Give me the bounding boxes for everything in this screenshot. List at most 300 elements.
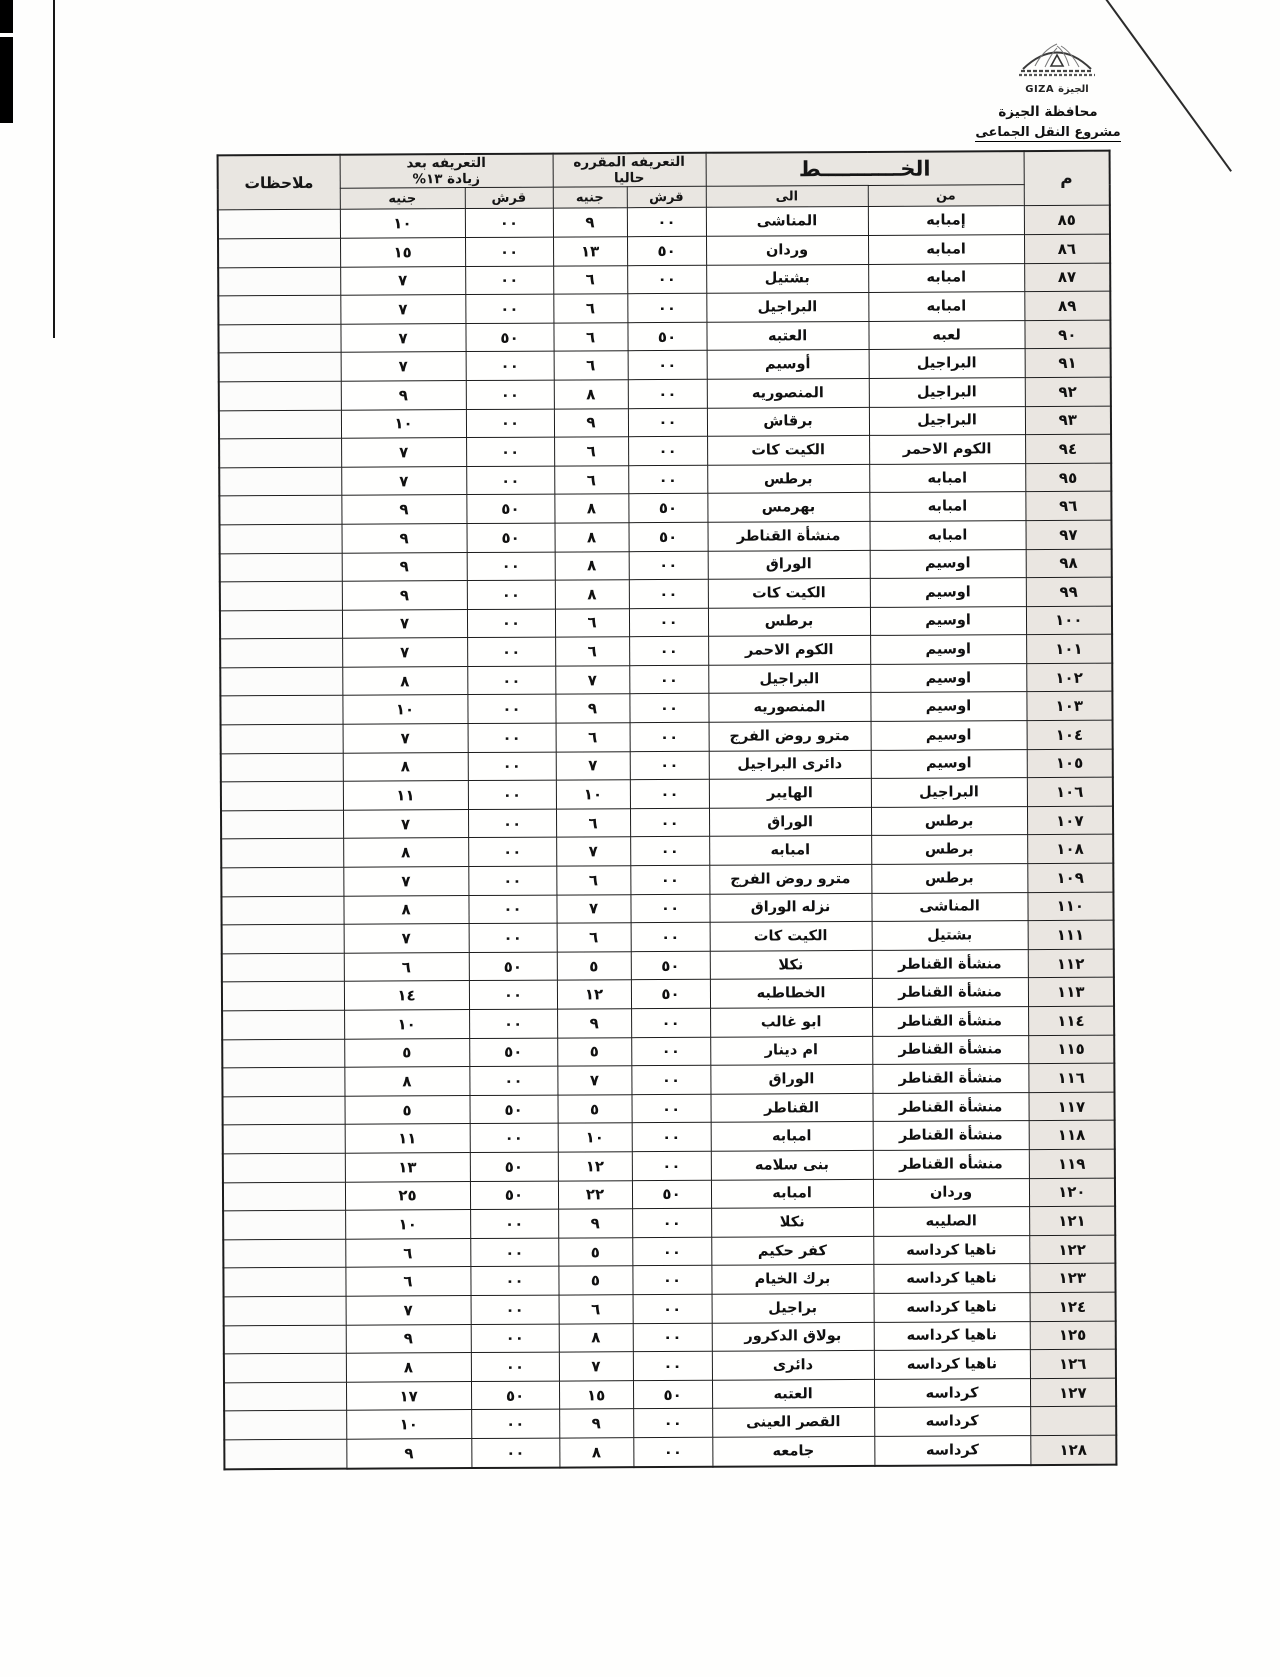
cell-current-qirsh: ٥٠ [631,980,710,1009]
cell-current-pound: ٩ [555,694,629,723]
scan-corner-fold-artifact [1103,0,1232,172]
cell-num: ٨٦ [1024,234,1110,263]
table-row [221,863,1113,896]
cell-current-qirsh: ٠٠ [633,1294,712,1323]
cell-current-pound: ٦ [556,723,630,752]
cell-to: الهايبر [709,779,871,808]
cell-after-pound: ١٠ [341,409,466,438]
cell-num: ٨٩ [1024,291,1110,320]
cell-after-pound: ٧ [343,724,468,753]
cell-num: ١١٥ [1028,1035,1114,1064]
cell-to: الكيت كات [708,579,870,608]
cell-num: ١٠٣ [1026,692,1112,721]
table-row [224,1378,1116,1411]
cell-after-pound: ٧ [340,323,465,352]
cell-after-pound: ١٥ [340,238,465,267]
cell-notes [219,496,341,525]
cell-after-qirsh: ٠٠ [465,237,553,266]
cell-current-pound: ٥ [558,1266,632,1295]
cell-notes [221,810,343,839]
cell-from: لعبه [868,320,1024,349]
cell-after-qirsh: ٥٠ [470,1152,558,1181]
cell-to: امبابه [711,1122,873,1151]
table-row [219,463,1111,496]
cell-num: ١١٦ [1028,1063,1114,1092]
cell-current-pound: ١٠ [556,780,630,809]
cell-from: ناهيا كرداسه [873,1264,1029,1293]
cell-current-pound: ٦ [554,351,628,380]
cell-from: منشأة القناطر [872,1035,1028,1064]
cell-after-pound: ٧ [342,609,467,638]
cell-after-qirsh: ٠٠ [466,437,554,466]
cell-current-qirsh: ٠٠ [629,579,708,608]
cell-num: ٩١ [1025,349,1111,378]
cell-current-qirsh: ٠٠ [632,1237,711,1266]
cell-from: اوسيم [871,749,1027,778]
cell-notes [222,1039,344,1068]
cell-after-pound: ٥ [344,1095,469,1124]
cell-after-pound: ٨ [343,895,468,924]
cell-from: برطس [871,864,1027,893]
cell-notes [224,1296,346,1325]
cell-from: امبابه [869,463,1025,492]
cell-current-pound: ١٠ [558,1123,632,1152]
current-tariff-line1: التعريفه المقرره [573,153,685,171]
cell-to: وردان [706,235,868,264]
cell-num: ٩٨ [1026,549,1112,578]
cell-notes [223,1210,345,1239]
cell-num: ٩٥ [1025,463,1111,492]
table-row [221,892,1113,925]
cell-num: ١٢٠ [1029,1178,1115,1207]
cell-notes [220,696,342,725]
cell-num: ١٠٦ [1027,777,1113,806]
cell-from: ناهيا كرداسه [874,1293,1030,1322]
cell-notes [222,924,344,953]
cell-current-pound: ٥ [557,1037,631,1066]
cell-after-pound: ١٠ [344,1010,469,1039]
table-row [219,377,1111,410]
cell-from: إمبابه [868,206,1024,235]
cell-current-pound: ٥ [557,952,631,981]
cell-num: ١١٠ [1027,892,1113,921]
cell-current-pound: ٧ [556,751,630,780]
table-row [218,291,1110,324]
cell-current-qirsh: ٥٠ [631,951,710,980]
cell-after-qirsh: ٠٠ [470,1266,558,1295]
cell-after-qirsh: ٠٠ [467,609,555,638]
cell-current-qirsh: ٠٠ [628,436,707,465]
cell-after-qirsh: ٠٠ [471,1295,559,1324]
cell-num: ١٠٨ [1027,835,1113,864]
cell-to: بشتيل [706,264,868,293]
cell-num: ١١٣ [1028,978,1114,1007]
cell-to: بنى سلامه [711,1150,873,1179]
cell-after-pound: ١١ [345,1124,470,1153]
table-header [218,151,1110,211]
cell-from: برطس [871,835,1027,864]
table-row [221,749,1113,782]
cell-to: براجيل [712,1293,874,1322]
cell-after-qirsh: ٠٠ [467,695,555,724]
cell-after-qirsh: ٠٠ [469,1066,557,1095]
cell-current-pound: ٦ [554,437,628,466]
table-row [218,234,1110,267]
cell-current-pound: ١٣ [553,237,627,266]
project-title: مشروع النقل الجماعى [975,125,1121,140]
cell-after-qirsh: ٥٠ [467,523,555,552]
table-row [221,835,1113,868]
cell-current-pound: ٥ [558,1237,632,1266]
cell-after-qirsh: ٠٠ [465,266,553,295]
cell-from: امبابه [868,235,1024,264]
cell-current-qirsh: ٥٠ [627,322,706,351]
cell-current-pound: ٧ [555,666,629,695]
tariff-table [217,150,1118,1470]
cell-current-qirsh: ٠٠ [633,1323,712,1352]
cell-num: ٨٥ [1024,206,1110,235]
cell-to: مترو روض الفرج [709,864,871,893]
cell-after-qirsh: ٠٠ [467,580,555,609]
cell-to: العتبه [706,321,868,350]
cell-after-pound: ٥ [344,1038,469,1067]
cell-from: البراجيل [869,349,1025,378]
cell-num: ١١٩ [1029,1149,1115,1178]
cell-from: منشأة القناطر [872,949,1028,978]
cell-after-qirsh: ٥٠ [465,323,553,352]
cell-num: ١٢٥ [1030,1321,1116,1350]
cell-to: بهرمس [707,493,869,522]
cell-after-qirsh: ٠٠ [465,294,553,323]
cell-to: البراجيل [706,293,868,322]
cell-current-qirsh: ٠٠ [628,465,707,494]
cell-current-pound: ٧ [557,1066,631,1095]
table-row [223,1149,1115,1182]
cell-num: ١١٧ [1029,1092,1115,1121]
cell-current-qirsh: ٠٠ [632,1208,711,1237]
cell-from: الكوم الاحمر [869,435,1025,464]
cell-after-pound: ٦ [345,1267,470,1296]
cell-num: ٩٢ [1025,377,1111,406]
cell-current-pound: ٦ [553,265,627,294]
cell-after-qirsh: ٠٠ [468,752,556,781]
cell-current-qirsh: ٠٠ [632,1123,711,1152]
cell-current-pound: ١٢ [557,980,631,1009]
cell-current-pound: ٧ [559,1352,633,1381]
cell-current-qirsh: ٠٠ [627,265,706,294]
cell-current-pound: ٦ [556,809,630,838]
cell-num: ١١٢ [1028,949,1114,978]
cell-after-qirsh: ٠٠ [469,923,557,952]
cell-after-pound: ٩ [341,495,466,524]
cell-from: ناهيا كرداسه [873,1235,1029,1264]
cell-after-pound: ١٠ [340,209,465,238]
cell-current-qirsh: ٥٠ [633,1380,712,1409]
cell-to: نكلا [710,950,872,979]
table-body [218,206,1117,1469]
cell-current-qirsh: ٠٠ [627,208,706,237]
cell-to: المنصوريه [708,693,870,722]
cell-current-qirsh: ٠٠ [630,837,709,866]
cell-current-pound: ٧ [556,894,630,923]
cell-notes [218,295,340,324]
cell-num: ١٠٩ [1027,863,1113,892]
cell-to: الوراق [708,550,870,579]
cell-notes [220,638,342,667]
cell-notes [222,1010,344,1039]
cell-after-pound: ٩ [346,1438,471,1468]
cell-num: ٩٣ [1025,406,1111,435]
cell-notes [223,1268,345,1297]
cell-current-pound: ١٥ [559,1380,633,1409]
cell-to: الخطاطبه [710,979,872,1008]
cell-current-pound: ٧ [556,837,630,866]
cell-from: امبابه [870,521,1026,550]
cell-current-pound: ٦ [559,1295,633,1324]
cell-after-pound: ٩ [341,523,466,552]
col-header-current-tariff [553,153,706,188]
cell-from: منشأه القناطر [873,1150,1029,1179]
cell-num: ١٢٦ [1030,1349,1116,1378]
cell-current-pound: ٩ [557,1009,631,1038]
cell-current-qirsh: ٥٠ [627,236,706,265]
cell-current-pound: ٦ [557,923,631,952]
cell-from: امبابه [869,492,1025,521]
cell-num: ١٠٠ [1026,606,1112,635]
cell-num: ٩٤ [1025,434,1111,463]
table-row [222,1035,1114,1068]
cell-after-pound: ٩ [342,581,467,610]
cell-after-qirsh: ٠٠ [470,1123,558,1152]
cell-notes [224,1382,346,1411]
giza-pyramid-logo-icon [1013,36,1101,86]
col-header-from: من [868,185,1024,207]
cell-after-pound: ٧ [343,867,468,896]
cell-after-qirsh: ٠٠ [467,666,555,695]
cell-from: البراجيل [869,406,1025,435]
cell-from: اوسيم [870,635,1026,664]
table-row [223,1235,1115,1268]
cell-current-qirsh: ٠٠ [631,1065,710,1094]
letterhead [1002,36,1112,95]
cell-notes [224,1439,346,1469]
cell-current-pound: ٨ [555,551,629,580]
cell-current-qirsh: ٠٠ [632,1094,711,1123]
cell-after-pound: ١١ [343,781,468,810]
cell-to: الوراق [709,807,871,836]
cell-after-pound: ١٠ [346,1410,471,1439]
cell-current-qirsh: ٠٠ [627,293,706,322]
cell-num: ١٢٣ [1029,1264,1115,1293]
cell-notes [220,667,342,696]
cell-after-qirsh: ٥٠ [466,494,554,523]
cell-from: منشأة القناطر [872,1064,1028,1093]
cell-to: نزله الوراق [709,893,871,922]
cell-current-qirsh: ٠٠ [629,551,708,580]
col-header-after-qirsh: قرش [465,187,553,208]
cell-to: دائرى [712,1351,874,1380]
cell-after-qirsh: ٠٠ [469,1009,557,1038]
cell-notes [220,581,342,610]
cell-after-qirsh: ٠٠ [466,351,554,380]
cell-from: برطس [871,806,1027,835]
table-row [224,1435,1116,1469]
cell-current-pound: ٩ [558,1209,632,1238]
cell-to: ام دينار [710,1036,872,1065]
cell-current-qirsh: ٠٠ [629,694,708,723]
cell-current-qirsh: ٠٠ [632,1266,711,1295]
cell-after-pound: ٧ [341,352,466,381]
table-row [221,720,1113,753]
cell-after-pound: ٨ [343,838,468,867]
cell-from: اوسيم [870,606,1026,635]
cell-current-qirsh: ٠٠ [629,637,708,666]
cell-notes [223,1153,345,1182]
cell-to: الكوم الاحمر [708,636,870,665]
cell-after-pound: ٨ [343,752,468,781]
cell-after-pound: ١٤ [344,981,469,1010]
cell-from: اوسيم [870,549,1026,578]
cell-current-qirsh: ٠٠ [633,1351,712,1380]
cell-notes [218,210,340,239]
col-header-line: الخـــــــــــط [706,151,1024,187]
scan-line-artifact [53,0,55,338]
cell-num [1030,1406,1116,1435]
cell-num: ١٢٨ [1030,1435,1116,1465]
cell-current-qirsh: ٠٠ [628,408,707,437]
table-row [222,1092,1114,1125]
cell-after-pound: ٧ [343,809,468,838]
cell-after-qirsh: ٥٠ [470,1181,558,1210]
cell-from: اوسيم [870,578,1026,607]
scan-edge-artifact [0,37,13,123]
cell-after-pound: ٧ [341,438,466,467]
cell-notes [221,839,343,868]
cell-to: دائرى البراجيل [709,750,871,779]
cell-after-qirsh: ٠٠ [468,809,556,838]
cell-after-pound: ٧ [342,638,467,667]
cell-after-pound: ٩ [342,552,467,581]
cell-num: ٩٩ [1026,577,1112,606]
cell-notes [222,982,344,1011]
table-row [219,434,1111,467]
table-row [222,949,1114,982]
cell-after-pound: ٧ [346,1295,471,1324]
cell-after-qirsh: ٥٠ [470,1095,558,1124]
cell-notes [219,410,341,439]
current-tariff-line2: حاليا [613,170,645,187]
cell-after-qirsh: ٠٠ [471,1438,559,1468]
cell-current-pound: ٦ [553,322,627,351]
table-row [218,320,1110,353]
cell-from: البراجيل [869,378,1025,407]
cell-to: ابو غالب [710,1007,872,1036]
cell-after-qirsh: ٠٠ [466,380,554,409]
cell-from: كرداسه [874,1378,1030,1407]
logo-caption-en: GIZA [1025,84,1055,95]
table-row [219,406,1111,439]
cell-current-pound: ٥ [558,1094,632,1123]
cell-current-pound: ٨ [559,1323,633,1352]
cell-current-qirsh: ٥٠ [629,522,708,551]
cell-current-qirsh: ٠٠ [630,780,709,809]
after-increase-line1: التعريفه بعد [406,154,486,172]
header-text-block [968,104,1128,142]
cell-current-pound: ٩ [553,208,627,237]
cell-notes [219,353,341,382]
cell-after-pound: ٧ [340,266,465,295]
cell-current-qirsh: ٠٠ [631,922,710,951]
cell-notes [224,1325,346,1354]
table-row [224,1321,1116,1354]
cell-current-pound: ٨ [554,494,628,523]
table-row [220,577,1112,610]
cell-after-qirsh: ٠٠ [470,1238,558,1267]
col-header-after-increase [340,154,553,189]
cell-from: بشتيل [872,921,1028,950]
cell-current-qirsh: ٥٠ [632,1180,711,1209]
cell-notes [218,324,340,353]
cell-after-qirsh: ٠٠ [471,1324,559,1353]
cell-current-qirsh: ٠٠ [628,351,707,380]
cell-after-pound: ٧ [344,924,469,953]
cell-after-qirsh: ٠٠ [468,723,556,752]
cell-current-pound: ٦ [556,866,630,895]
cell-after-qirsh: ٠٠ [470,1209,558,1238]
table-row [218,263,1110,296]
cell-current-qirsh: ٥٠ [628,494,707,523]
cell-after-qirsh: ٠٠ [469,980,557,1009]
col-header-to: الى [706,186,868,208]
table-row [220,692,1112,725]
cell-notes [220,610,342,639]
cell-to: برطس [708,607,870,636]
cell-num: ٨٧ [1024,263,1110,292]
cell-current-qirsh: ٠٠ [633,1409,712,1438]
cell-to: العتبه [712,1379,874,1408]
cell-from: كرداسه [874,1436,1030,1466]
cell-to: نكلا [711,1208,873,1237]
cell-to: القصر العينى [712,1408,874,1437]
cell-after-pound: ٨ [346,1353,471,1382]
cell-num: ١٠٤ [1027,720,1113,749]
cell-from: ناهيا كرداسه [874,1321,1030,1350]
table-row [221,806,1113,839]
cell-current-pound: ٦ [553,294,627,323]
cell-num: ١٠١ [1026,634,1112,663]
cell-to: برك الخيام [711,1265,873,1294]
cell-after-pound: ٨ [344,1067,469,1096]
cell-notes [220,524,342,553]
cell-notes [219,438,341,467]
cell-to: البراجيل [708,664,870,693]
cell-num: ٩٧ [1026,520,1112,549]
cell-current-pound: ٨ [555,580,629,609]
cell-after-pound: ١٣ [345,1153,470,1182]
governorate-title: محافظة الجيزة [998,104,1098,120]
cell-after-pound: ١٧ [346,1381,471,1410]
after-increase-line2: زيادة ١٣% [412,171,481,188]
cell-num: ٩٦ [1025,491,1111,520]
cell-after-qirsh: ٠٠ [468,895,556,924]
table-row [220,606,1112,639]
cell-from: امبابه [868,263,1024,292]
cell-notes [218,238,340,267]
table-row [222,1063,1114,1096]
cell-to: منشأة القناطر [708,521,870,550]
cell-after-pound: ٩ [346,1324,471,1353]
cell-notes [221,781,343,810]
